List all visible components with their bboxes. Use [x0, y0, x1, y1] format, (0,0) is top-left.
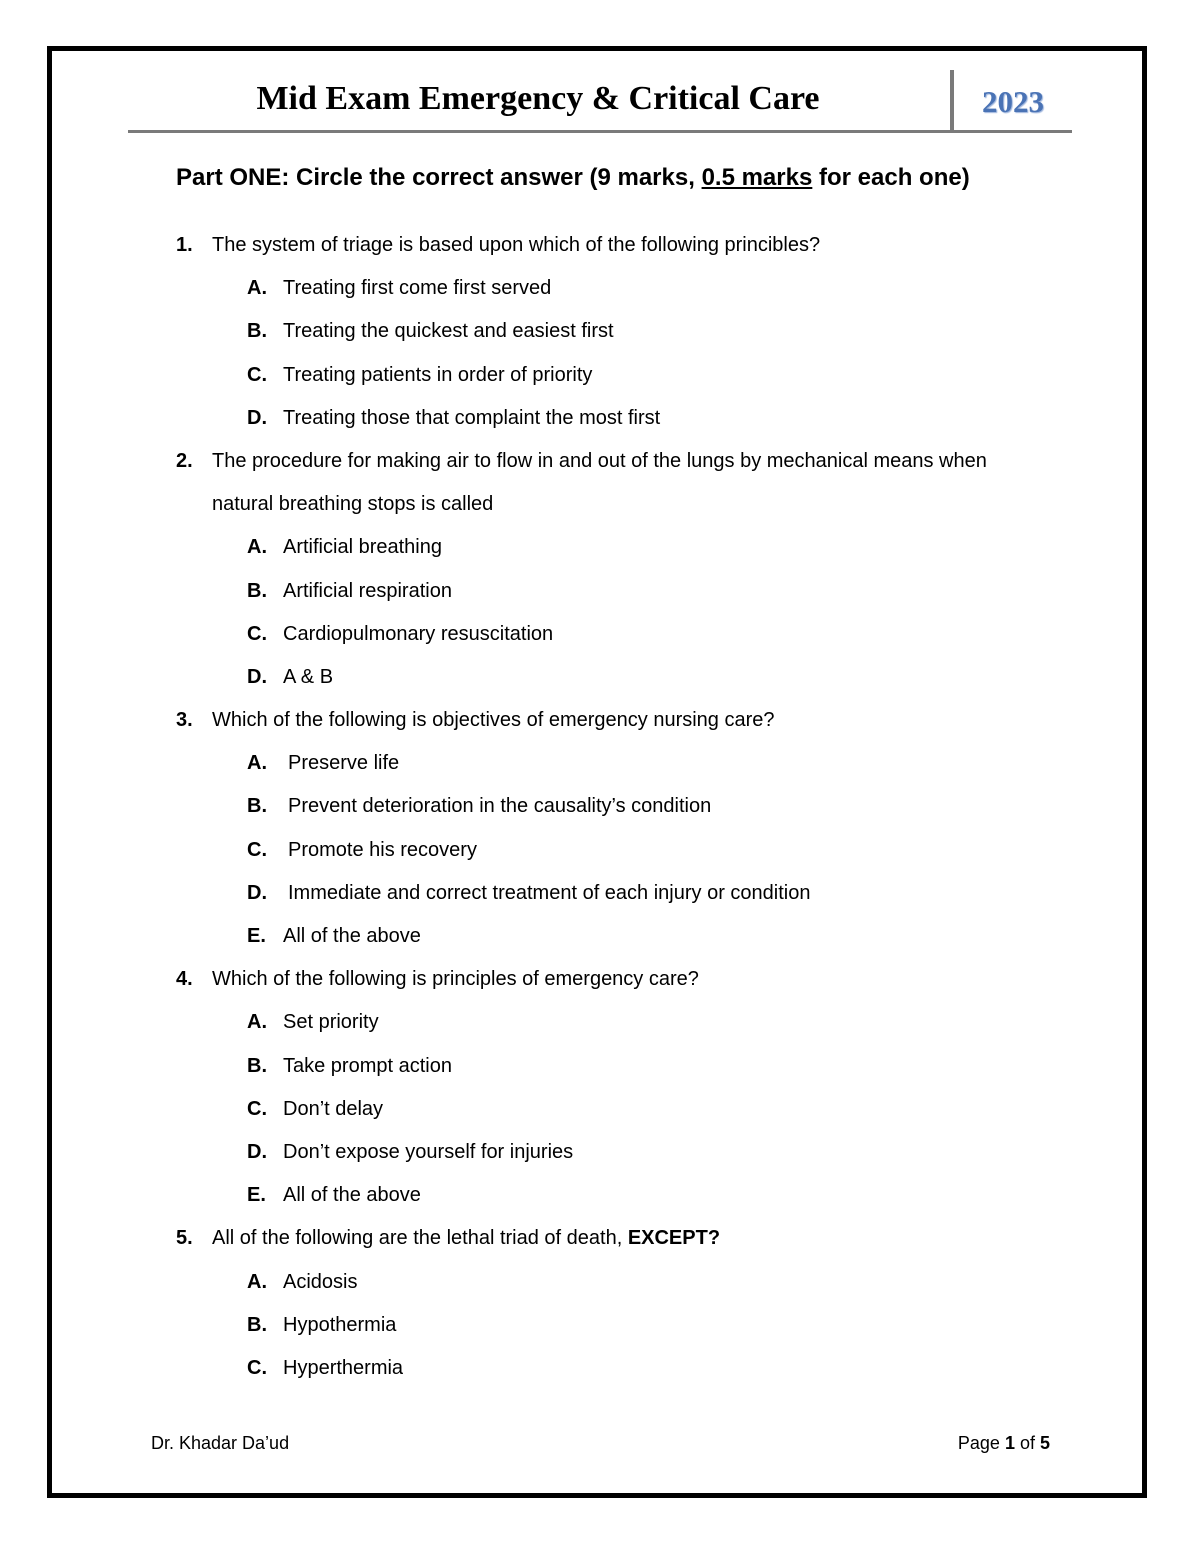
option-1b[interactable]: [0, 314, 1200, 357]
option-2a[interactable]: [0, 530, 1200, 573]
option-1c[interactable]: [0, 358, 1200, 401]
option-text: Prevent deterioration in the causality’s condition: [288, 795, 712, 818]
option-3b[interactable]: [0, 789, 1200, 832]
option-text: Treating patients in order of priority: [283, 363, 593, 386]
part-heading-marks: 0.5 marks: [701, 164, 813, 191]
option-text: All of the above: [283, 925, 421, 947]
exam-title: Mid Exam Emergency & Critical Care: [256, 80, 820, 117]
option-2c[interactable]: [0, 617, 1200, 660]
option-letter: C.: [247, 1097, 267, 1120]
footer-author: Dr. Khadar Da’ud: [151, 1433, 290, 1453]
question-2: [0, 444, 1200, 487]
option-4a[interactable]: [0, 1005, 1200, 1048]
option-text: A & B: [283, 665, 334, 688]
option-2b[interactable]: [0, 574, 1200, 617]
question-2-continued: [0, 487, 1200, 530]
option-letter: D.: [247, 406, 267, 429]
option-text: Cardiopulmonary resuscitation: [283, 622, 554, 645]
option-3d[interactable]: [0, 876, 1200, 919]
option-text: Don’t expose yourself for injuries: [283, 1140, 574, 1163]
question-text-emphasis: EXCEPT?: [627, 1227, 721, 1250]
option-letter: B.: [247, 320, 267, 343]
option-letter: D.: [247, 665, 267, 688]
option-text: Treating those that complaint the most first: [283, 406, 661, 429]
question-number: 1.: [176, 234, 193, 256]
option-4b[interactable]: [0, 1049, 1200, 1092]
question-4: [0, 962, 1200, 1005]
question-1: [0, 228, 1200, 271]
option-text: All of the above: [283, 1184, 421, 1207]
option-text: Artificial respiration: [283, 579, 452, 602]
option-letter: A.: [247, 752, 267, 775]
option-letter: E.: [247, 1184, 266, 1207]
option-3a[interactable]: [0, 746, 1200, 789]
part-heading-prefix: Part ONE: Circle the correct answer (9 marks,: [176, 164, 702, 191]
option-3c[interactable]: [0, 833, 1200, 876]
option-letter: A.: [247, 536, 267, 559]
option-4e[interactable]: [0, 1178, 1200, 1221]
page-label: Page: [957, 1433, 1005, 1453]
option-text: Set priority: [283, 1011, 379, 1034]
header-rule: [128, 130, 1072, 133]
option-text: Artificial breathing: [283, 536, 442, 559]
page-header: [128, 70, 1072, 132]
question-number: 4.: [176, 968, 193, 991]
option-4d[interactable]: [0, 1135, 1200, 1178]
question-text-main: All of the following are the lethal triad of death,: [212, 1227, 628, 1250]
question-text: Which of the following is objectives of emergency nursing care?: [212, 709, 775, 732]
option-1a[interactable]: [0, 271, 1200, 314]
question-number: 5.: [176, 1227, 193, 1250]
option-3e[interactable]: [0, 919, 1200, 962]
question-text: The procedure for making air to flow in and out of the lungs by mechanical means when: [212, 449, 987, 472]
option-letter: C.: [247, 838, 267, 861]
question-text: The system of triage is based upon which of the following princibles?: [212, 234, 821, 256]
part-heading: [176, 164, 970, 192]
option-text: Immediate and correct treatment of each injury or condition: [288, 881, 811, 904]
option-text: Acidosis: [283, 1270, 358, 1293]
option-text: Treating first come first served: [283, 277, 552, 300]
option-text: Treating the quickest and easiest first: [283, 320, 614, 343]
option-5b[interactable]: [0, 1308, 1200, 1351]
page-total: 5: [1039, 1433, 1050, 1453]
footer-page-number: [958, 1433, 1050, 1454]
question-text: Which of the following is principles of emergency care?: [212, 968, 699, 991]
option-1d[interactable]: [0, 401, 1200, 444]
option-letter: A.: [247, 1011, 267, 1034]
option-letter: B.: [247, 579, 267, 602]
option-text: Preserve life: [288, 752, 400, 775]
option-letter: B.: [247, 1313, 267, 1336]
option-4c[interactable]: [0, 1092, 1200, 1135]
option-letter: C.: [247, 1356, 267, 1379]
option-text: Hyperthermia: [283, 1356, 404, 1379]
option-letter: C.: [247, 363, 267, 386]
question-number: 3.: [176, 709, 193, 732]
option-5c[interactable]: [0, 1351, 1200, 1394]
option-text: Take prompt action: [283, 1054, 452, 1077]
question-text: [212, 1221, 720, 1255]
part-heading-suffix: for each one): [812, 164, 970, 191]
option-letter: A.: [247, 1270, 267, 1293]
option-letter: B.: [247, 795, 267, 818]
option-text: Don’t delay: [283, 1097, 384, 1120]
question-number: 2.: [176, 449, 193, 472]
question-5: [0, 1221, 1200, 1264]
option-letter: D.: [247, 1140, 267, 1163]
question-list: [0, 228, 1200, 1394]
option-text: Hypothermia: [283, 1313, 397, 1336]
option-letter: B.: [247, 1054, 267, 1077]
option-letter: D.: [247, 881, 267, 904]
option-letter: C.: [247, 622, 267, 645]
question-text-continued: natural breathing stops is called: [212, 493, 494, 516]
page-of: of: [1014, 1433, 1040, 1453]
option-text: Promote his recovery: [288, 838, 477, 861]
option-letter: A.: [247, 277, 267, 300]
exam-year: 2023: [982, 84, 1044, 119]
option-5a[interactable]: [0, 1265, 1200, 1308]
page-current: 1: [1004, 1433, 1015, 1453]
option-letter: E.: [247, 925, 266, 947]
question-3: [0, 703, 1200, 746]
option-2d[interactable]: [0, 660, 1200, 703]
